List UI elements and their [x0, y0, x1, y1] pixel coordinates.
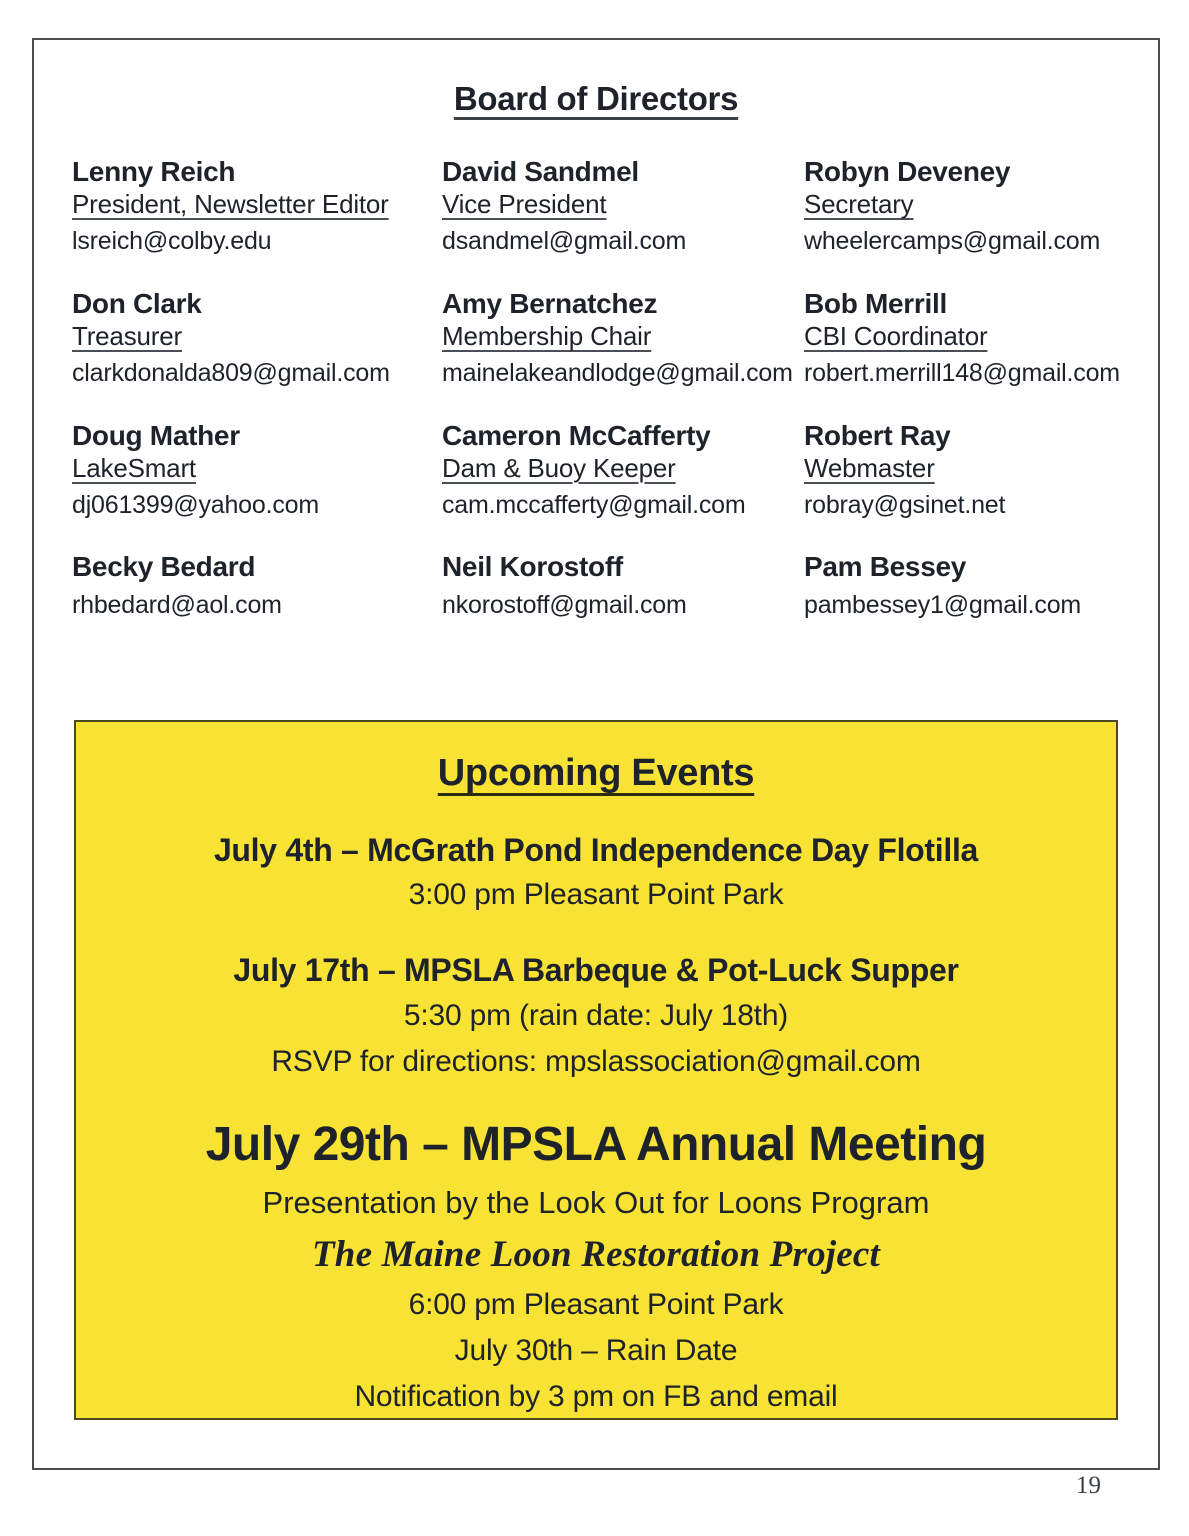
event-program-title: The Maine Loon Restoration Project: [312, 1233, 880, 1275]
page-number: 19: [1076, 1472, 1101, 1499]
board-member: [442, 288, 804, 388]
member-role: Treasurer: [72, 321, 182, 352]
board-of-directors-title: Board of Directors: [453, 80, 739, 117]
board-member: [442, 156, 804, 256]
member-email: rhbedard@aol.com: [72, 590, 282, 619]
event-detail-line: RSVP for directions: mpslassociation@gmail.com: [271, 1044, 921, 1078]
member-name: Doug Mather: [72, 419, 240, 451]
member-role: President, Newsletter Editor: [72, 189, 389, 220]
member-name: David Sandmel: [442, 156, 639, 187]
event-july-4th-flotilla: [76, 831, 1116, 915]
member-email: robert.merrill148@gmail.com: [804, 358, 1120, 387]
member-name: Cameron McCafferty: [442, 419, 711, 451]
member-email: nkorostoff@gmail.com: [442, 590, 687, 619]
member-email: wheelercamps@gmail.com: [804, 227, 1101, 256]
board-member: [442, 420, 804, 520]
member-role: CBI Coordinator: [804, 321, 988, 352]
board-of-directors-list: [72, 156, 1158, 619]
member-email: dj061399@yahoo.com: [72, 490, 319, 519]
member-name: Becky Bedard: [72, 551, 256, 583]
board-member: [804, 156, 1158, 256]
board-member: [72, 420, 442, 520]
event-heading: July 4th – McGrath Pond Independence Day Flotilla: [213, 832, 979, 868]
member-email: cam.mccafferty@gmail.com: [442, 490, 746, 519]
event-subheading: Presentation by the Look Out for Loons Program: [262, 1184, 930, 1220]
board-member: [72, 156, 442, 256]
event-heading: July 29th – MPSLA Annual Meeting: [205, 1118, 987, 1172]
event-heading: July 17th – MPSLA Barbeque & Pot-Luck Supper: [233, 952, 959, 989]
member-email: pambessey1@gmail.com: [804, 590, 1082, 619]
member-email: lsreich@colby.edu: [72, 227, 272, 256]
event-july-17th-barbeque: [76, 951, 1116, 1081]
member-name: Don Clark: [72, 287, 202, 319]
member-email: robray@gsinet.net: [804, 490, 1006, 519]
member-name: Amy Bernatchez: [442, 287, 658, 319]
upcoming-events-box: [74, 720, 1118, 1420]
member-name: Neil Korostoff: [442, 551, 623, 583]
member-name: Bob Merrill: [804, 287, 947, 319]
event-detail-line: 3:00 pm Pleasant Point Park: [408, 878, 784, 912]
member-role: Dam & Buoy Keeper: [442, 452, 676, 483]
board-member: [72, 288, 442, 388]
member-name: Pam Bessey: [804, 551, 967, 583]
newsletter-page-frame: [32, 38, 1160, 1470]
member-name: Robyn Deveney: [804, 156, 1011, 187]
event-july-29th-annual-meeting: [76, 1117, 1116, 1416]
upcoming-events-title: Upcoming Events: [437, 752, 755, 794]
event-detail-line: 5:30 pm (rain date: July 18th): [403, 998, 789, 1032]
event-detail-line: 6:00 pm Pleasant Point Park: [408, 1288, 784, 1322]
event-detail-line: July 30th – Rain Date: [454, 1333, 738, 1367]
event-detail-line: Notification by 3 pm on FB and email: [354, 1379, 838, 1413]
board-member: [804, 420, 1158, 520]
member-email: mainelakeandlodge@gmail.com: [442, 358, 793, 387]
board-member: [442, 551, 804, 619]
member-role: Vice President: [442, 189, 607, 220]
board-member: [804, 288, 1158, 388]
member-role: LakeSmart: [72, 452, 196, 483]
member-role: Secretary: [804, 189, 914, 220]
member-role: Membership Chair: [442, 321, 652, 352]
board-member: [804, 551, 1158, 619]
member-email: dsandmel@gmail.com: [442, 227, 687, 256]
member-email: clarkdonalda809@gmail.com: [72, 358, 390, 387]
member-name: Robert Ray: [804, 419, 951, 451]
board-member: [72, 551, 442, 619]
member-role: Webmaster: [804, 452, 935, 483]
member-name: Lenny Reich: [72, 156, 236, 187]
